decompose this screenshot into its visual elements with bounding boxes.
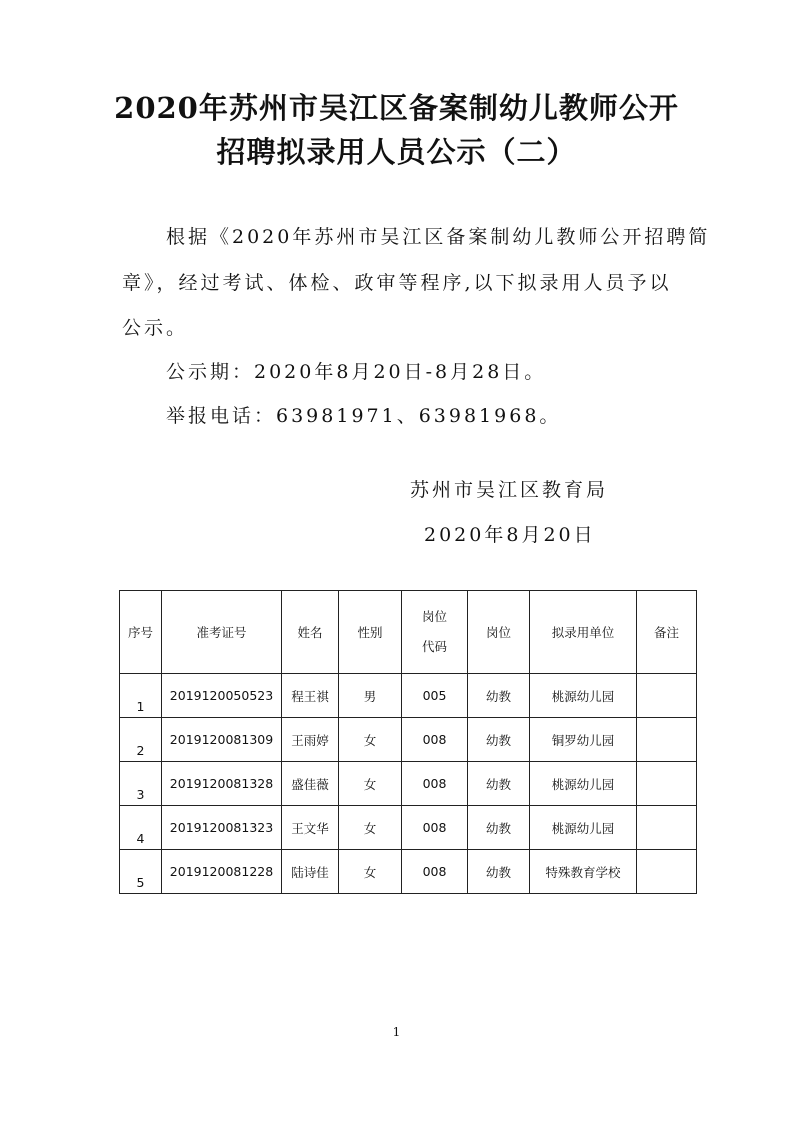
cell-seq: 4: [120, 806, 162, 850]
cell-name: 王文华: [282, 806, 339, 850]
cell-note: [637, 850, 697, 894]
header-post-code-line-2: 代码: [421, 639, 447, 654]
cell-note: [637, 806, 697, 850]
header-gender: 性别: [339, 591, 402, 674]
header-name: 姓名: [282, 591, 339, 674]
table-row: [120, 850, 697, 894]
cell-seq: 2: [120, 718, 162, 762]
issuing-organization: 苏州市吴江区教育局: [410, 479, 609, 501]
document-title-line-2: 招聘拟录用人员公示（二）: [216, 135, 577, 169]
table-row: [120, 674, 697, 718]
intro-paragraph-line-2: 章》，经过考试、体检、政审等程序,以下拟录用人员予以: [122, 272, 672, 294]
cell-post-code: 008: [402, 850, 468, 894]
cell-exam-no: 2019120081228: [162, 850, 282, 894]
header-seq: 序号: [120, 591, 162, 674]
header-exam-no: 准考证号: [162, 591, 282, 674]
candidate-table: [119, 590, 697, 894]
cell-seq: 5: [120, 850, 162, 894]
cell-post: 幼教: [468, 674, 530, 718]
cell-exam-no: 2019120081309: [162, 718, 282, 762]
cell-gender: 女: [339, 718, 402, 762]
cell-name: 盛佳薇: [282, 762, 339, 806]
cell-post: 幼教: [468, 850, 530, 894]
document-title-line-1: 2020年苏州市吴江区备案制幼儿教师公开: [114, 91, 679, 125]
header-post: 岗位: [468, 591, 530, 674]
table-row: [120, 806, 697, 850]
cell-gender: 女: [339, 806, 402, 850]
cell-name: 程王祺: [282, 674, 339, 718]
table-row: [120, 718, 697, 762]
cell-gender: 男: [339, 674, 402, 718]
intro-paragraph-line-3: 公示。: [122, 317, 189, 339]
cell-unit: 特殊教育学校: [530, 850, 637, 894]
table-row: [120, 762, 697, 806]
table-header-row: [120, 591, 697, 674]
cell-note: [637, 718, 697, 762]
cell-exam-no: 2019120081328: [162, 762, 282, 806]
cell-note: [637, 674, 697, 718]
cell-gender: 女: [339, 850, 402, 894]
header-post-code: [402, 591, 468, 674]
cell-name: 陆诗佳: [282, 850, 339, 894]
report-hotline: 举报电话：63981971、63981968。: [166, 405, 562, 427]
header-note: 备注: [637, 591, 697, 674]
intro-paragraph-line-1: 根据《2020年苏州市吴江区备案制幼儿教师公开招聘简: [166, 226, 711, 248]
issue-date: 2020年8月20日: [424, 524, 596, 546]
cell-post-code: 008: [402, 718, 468, 762]
cell-post-code: 008: [402, 806, 468, 850]
cell-unit: 铜罗幼儿园: [530, 718, 637, 762]
cell-gender: 女: [339, 762, 402, 806]
cell-seq: 1: [120, 674, 162, 718]
cell-post-code: 008: [402, 762, 468, 806]
cell-exam-no: 2019120050523: [162, 674, 282, 718]
cell-unit: 桃源幼儿园: [530, 762, 637, 806]
cell-post: 幼教: [468, 762, 530, 806]
cell-post: 幼教: [468, 718, 530, 762]
cell-note: [637, 762, 697, 806]
page-number: 1: [392, 1025, 401, 1039]
cell-unit: 桃源幼儿园: [530, 806, 637, 850]
publicity-period: 公示期：2020年8月20日-8月28日。: [166, 361, 547, 383]
cell-unit: 桃源幼儿园: [530, 674, 637, 718]
cell-exam-no: 2019120081323: [162, 806, 282, 850]
cell-name: 王雨婷: [282, 718, 339, 762]
cell-seq: 3: [120, 762, 162, 806]
header-post-code-line-1: 岗位: [421, 609, 447, 624]
cell-post: 幼教: [468, 806, 530, 850]
header-unit: 拟录用单位: [530, 591, 637, 674]
cell-post-code: 005: [402, 674, 468, 718]
